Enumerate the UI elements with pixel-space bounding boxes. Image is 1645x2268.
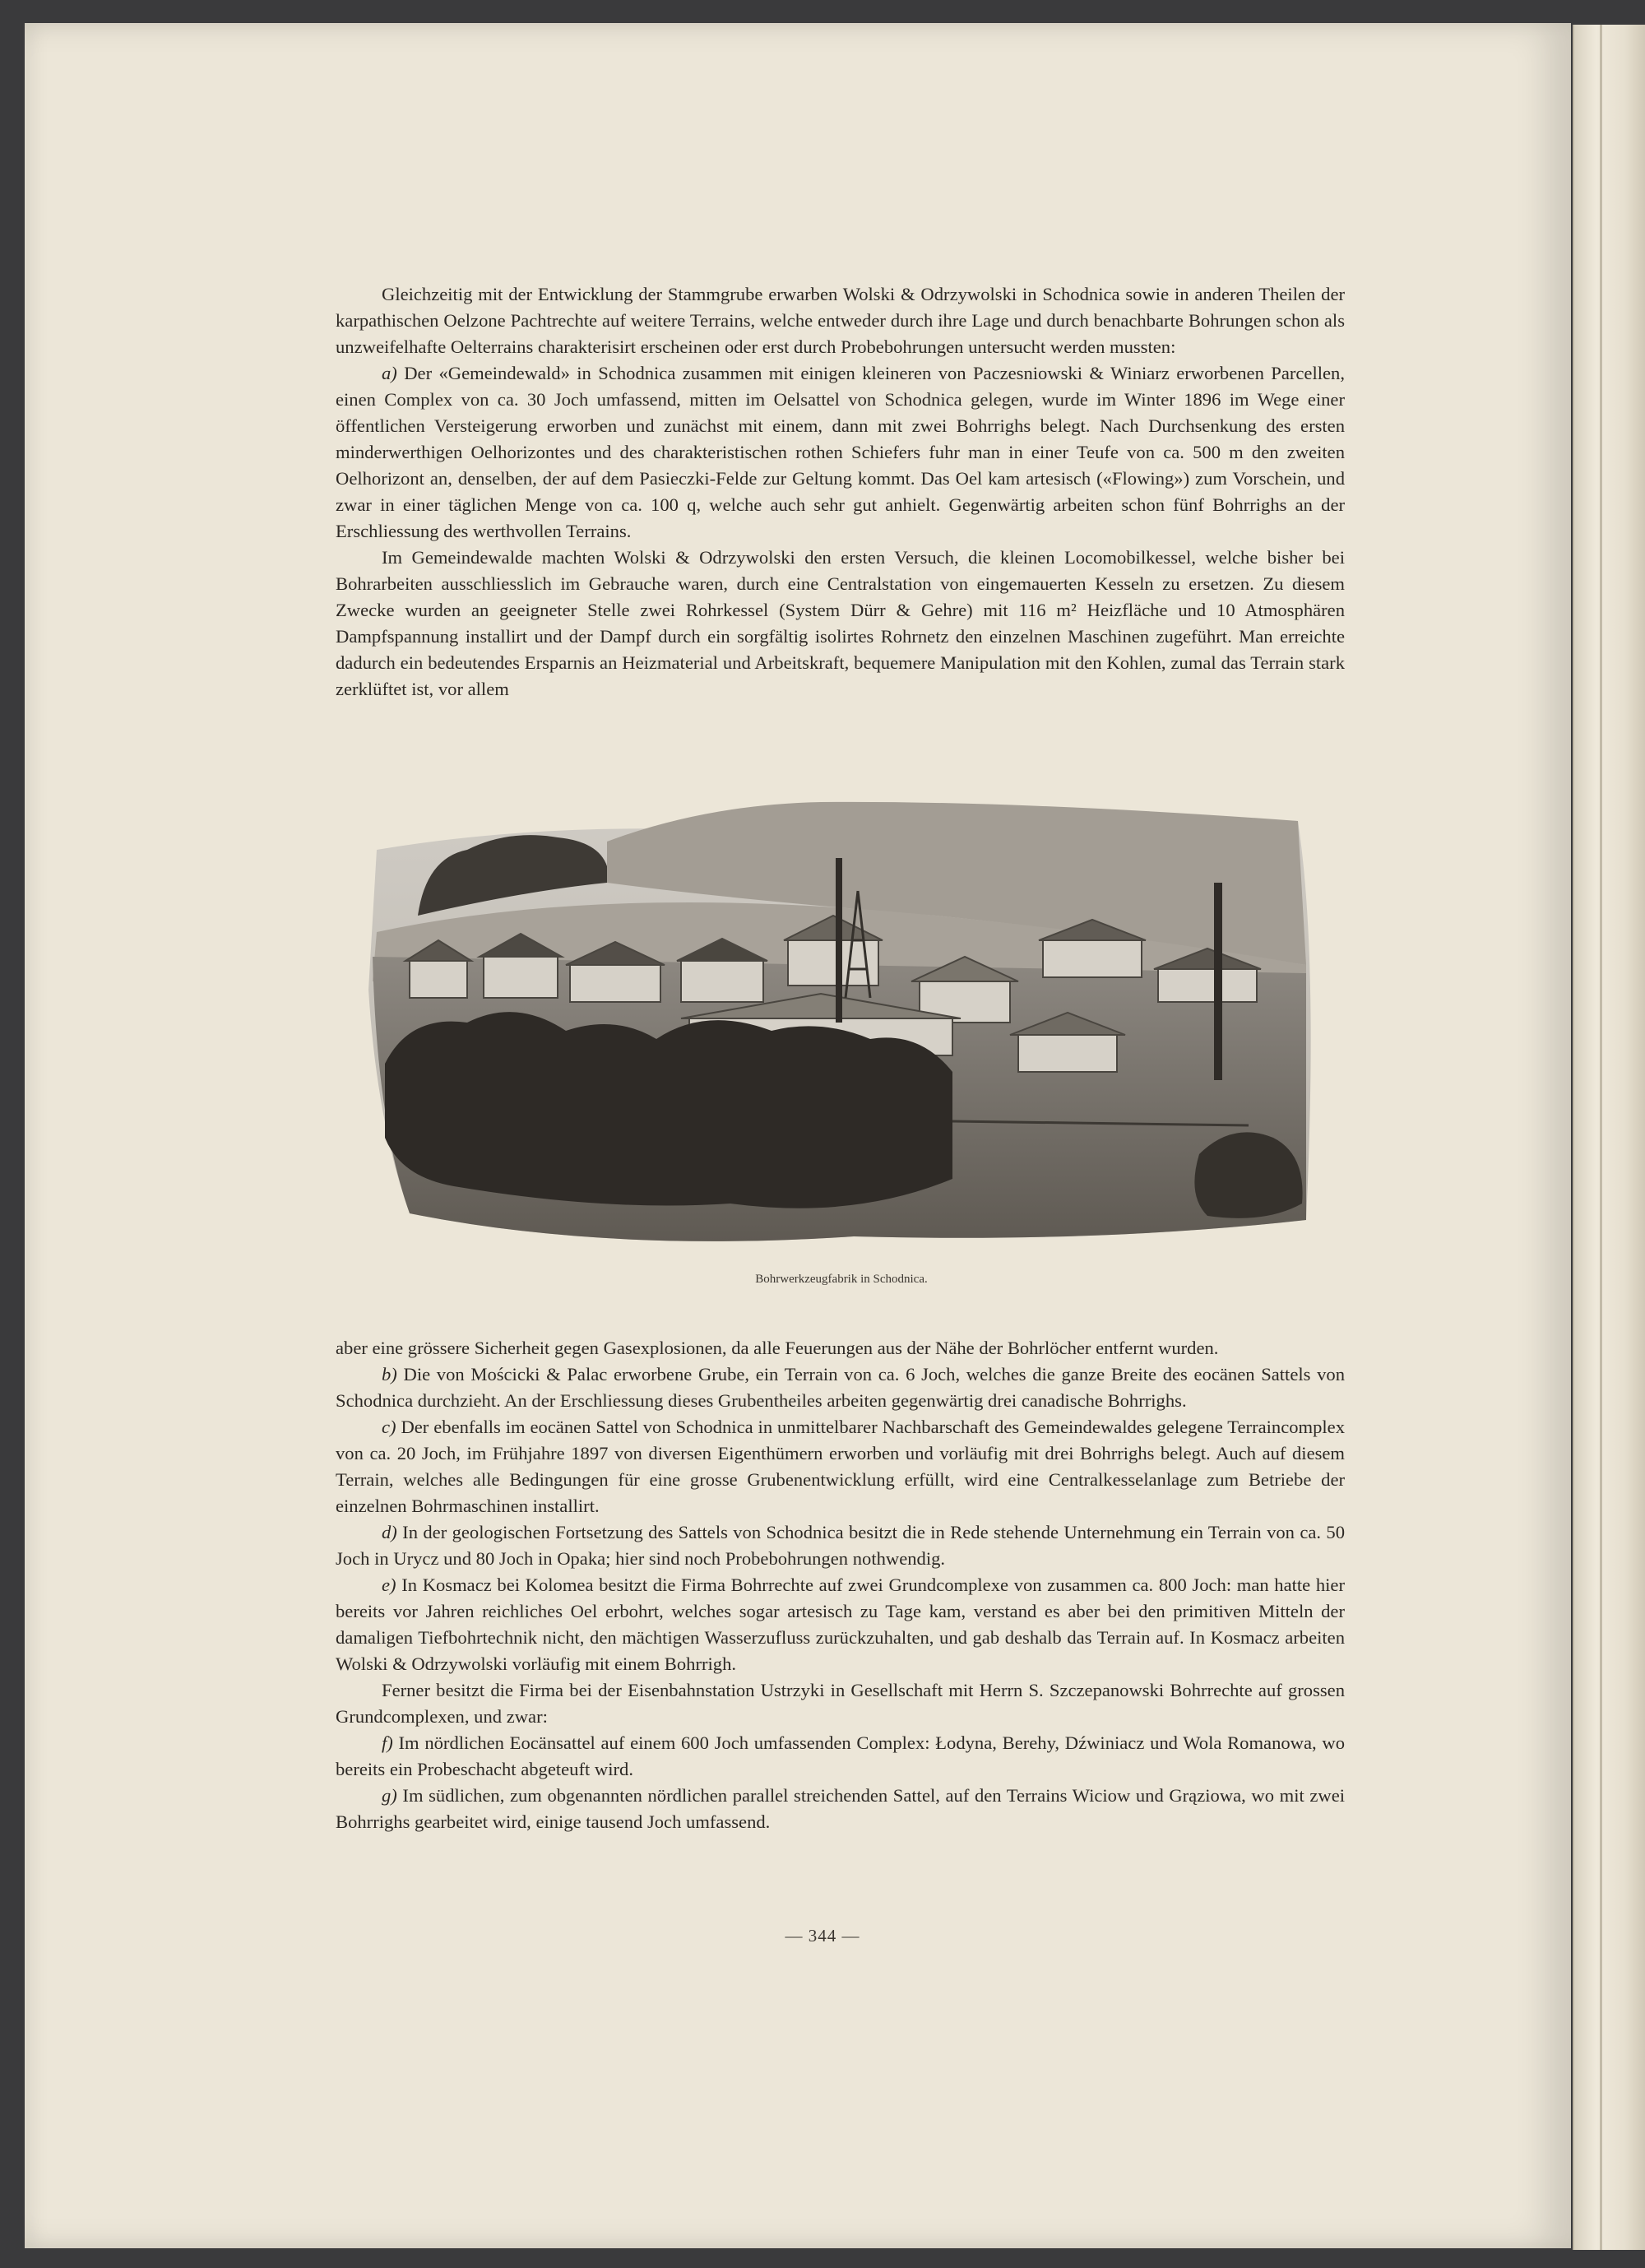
paragraph-a: a) Der «Gemeindewald» in Schodnica zusammen mit einigen kleineren von Paczesniowski & Winiarz erworbenen Parcellen, einen Complex von ca. 30 Joch umfassend, mitten im Oelsattel von Schodnica gelegen, wurde im Winter 1896 im Wege einer öffentlichen Versteigerung erworben und zunächst mit einem, dann mit zwei Bohrrighs belegt. Nach Durchsenkung des ersten minderwerthigen Oelhorizontes und des charakteristischen rothen Schiefers fuhr man in einer Teufe von ca. 500 m den zweiten Oelhorizont an, denselben, der auf dem Pasieczki-Felde zur Geltung kommt. Das Oel kam artesisch («Flowing») zum Vorschein, und zwar in einer täglichen Menge von ca. 100 q, welche auch sehr gut anhielt. Gegenwärtig arbeiten schon fünf Bohrrighs an der Erschliessung des werthvollen Terrains.: [336, 363, 1345, 541]
item-marker: e): [382, 1575, 396, 1595]
item-marker: f): [382, 1732, 393, 1753]
text-block-bottom: [336, 1335, 1345, 1835]
paragraph-b: b) Die von Mościcki & Palac erworbene Grube, ein Terrain von ca. 6 Joch, welches die ganze Breite des eocänen Sattels von Schodnica durchzieht. An der Erschliessung dieses Grubentheiles arbeiten gegenwärtig drei canadische Bohrrighs.: [336, 1364, 1345, 1411]
paragraph-intro: Gleichzeitig mit der Entwicklung der Stammgrube erwarben Wolski & Odrzywolski in Schodnica sowie in anderen Theilen der karpathischen Oelzone Pachtrechte auf weitere Terrains, welche entweder durch ihre Lage und durch benachbarte Bohrungen schon als unzweifelhafte Oelterrains charakterisirt erscheinen oder erst durch Probebohrungen untersucht werden mussten:: [336, 284, 1345, 357]
item-marker: b): [382, 1364, 397, 1384]
page-number: — 344 —: [785, 1926, 860, 1946]
paragraph-f: f) Im nördlichen Eocänsattel auf einem 600 Joch umfassenden Complex: Łodyna, Berehy, Dźwiniacz und Wola Romanowa, wo bereits ein Probeschacht abgeteuft wird.: [336, 1732, 1345, 1779]
paragraph-ferner: Ferner besitzt die Firma bei der Eisenbahnstation Ustrzyki in Gesellschaft mit Herrn S. Szczepanowski Bohrrechte auf grossen Grundcomplexen, und zwar:: [336, 1680, 1345, 1727]
chimney-left: [836, 858, 842, 1023]
item-marker: a): [382, 363, 397, 383]
paragraph-gemeindewald: Im Gemeindewalde machten Wolski & Odrzywolski den ersten Versuch, die kleinen Locomobilkessel, welche bisher bei Bohrarbeiten ausschliesslich im Gebrauche waren, durch eine Centralstation von eingemauerten Kesseln zu ersetzen. Zu diesem Zwecke wurden an geeigneter Stelle zwei Rohrkessel (System Dürr & Gehre) mit 116 m² Heizfläche und 10 Atmosphären Dampfspannung installirt und der Dampf durch ein sorgfältig isolirtes Rohrnetz den einzelnen Maschinen zugeführt. Man erreichte dadurch ein bedeutendes Ersparnis an Heizmaterial und Arbeitskraft, bequemere Manipulation mit den Kohlen, zumal das Terrain stark zerklüftet ist, vor allem: [336, 547, 1345, 699]
figure-caption: Bohrwerkzeugfabrik in Schodnica.: [755, 1273, 928, 1286]
paragraph-d: d) In der geologischen Fortsetzung des Sattels von Schodnica besitzt die in Rede stehende Unternehmung ein Terrain von ca. 50 Joch in Urycz und 80 Joch in Opaka; hier sind noch Probebohrungen nothwendig.: [336, 1522, 1345, 1569]
item-marker: g): [382, 1785, 397, 1806]
chimney-right: [1214, 883, 1222, 1080]
paragraph-g: g) Im südlichen, zum obgenannten nördlichen parallel streichenden Sattel, auf den Terrains Wiciow und Grąziowa, wo mit zwei Bohrrighs gearbeitet wird, einige tausend Joch umfassend.: [336, 1785, 1345, 1832]
page-edge-line: [1600, 25, 1602, 2250]
paragraph-continuation: aber eine grössere Sicherheit gegen Gasexplosionen, da alle Feuerungen aus der Nähe der Bohrlöcher entfernt wurden.: [336, 1338, 1219, 1358]
next-page-edge: [1573, 25, 1645, 2250]
item-marker: d): [382, 1522, 397, 1542]
photo-illustration: [360, 792, 1323, 1257]
photograph-bohrwerkzeugfabrik: [360, 792, 1323, 1257]
paragraph-c: c) Der ebenfalls im eocänen Sattel von Schodnica in unmittelbarer Nachbarschaft des Gemeindewaldes gelegene Terraincomplex von ca. 20 Joch, im Frühjahre 1897 von diversen Eigenthümern erworben und vorläufig mit drei Bohrrighs belegt. Auch auf diesem Terrain, welches alle Bedingungen für eine grosse Grubenentwicklung erfüllt, wird eine Centralkesselanlage zum Betriebe der einzelnen Bohrmaschinen installirt.: [336, 1417, 1345, 1516]
foreground-trees: [385, 1012, 952, 1208]
item-marker: c): [382, 1417, 396, 1437]
text-block-top: [336, 281, 1345, 703]
paragraph-e: e) In Kosmacz bei Kolomea besitzt die Firma Bohrrechte auf zwei Grundcomplexe von zusammen ca. 800 Joch: man hatte hier bereits vor Jahren reichliches Oel erbohrt, welches sogar artesisch zu Tage kam, verstand es aber bei den primitiven Mitteln der damaligen Tiefbohrtechnik nicht, den mächtigen Wasserzufluss zurückzuhalten, und gab deshalb das Terrain auf. In Kosmacz arbeiten Wolski & Odrzywolski vorläufig mit einem Bohrrigh.: [336, 1575, 1345, 1674]
